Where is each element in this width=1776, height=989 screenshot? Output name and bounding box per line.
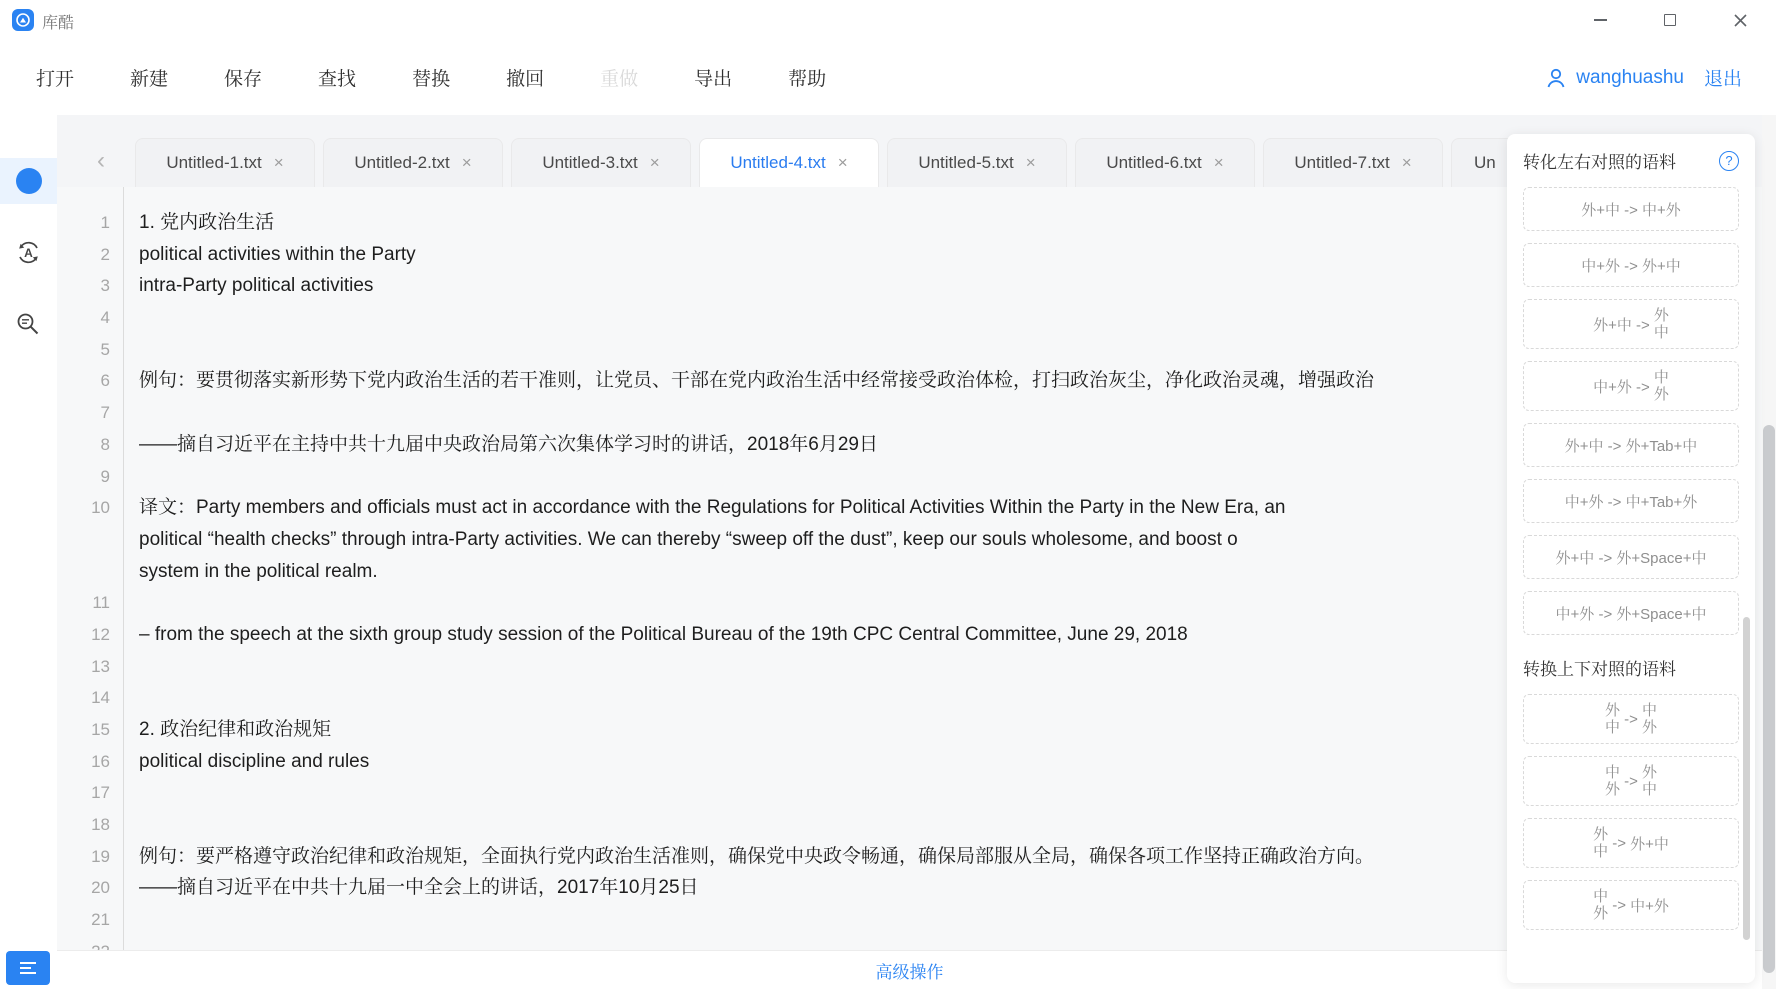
button-label: 外+中 (1630, 835, 1669, 853)
line-number: 12 (91, 624, 110, 644)
tab-label: Untitled-5.txt (918, 153, 1014, 172)
convert-ud-button-2[interactable] (1523, 756, 1739, 806)
tab-4[interactable] (699, 138, 879, 187)
line-number: 20 (91, 878, 110, 898)
convert-lr-button-3[interactable] (1523, 299, 1739, 349)
tab-label: Untitled-4.txt (730, 153, 826, 172)
button-label: 外+中 -> (1593, 316, 1654, 334)
line-number: 15 (91, 720, 110, 739)
arrow-label: -> (1608, 896, 1631, 914)
minimize-icon[interactable] (1590, 10, 1610, 30)
stacked-label (1654, 369, 1669, 403)
menu-item-undo[interactable]: 撤回 (506, 69, 545, 90)
stack-bottom: 中 (1642, 781, 1658, 798)
stack-top: 中 (1653, 369, 1669, 386)
arrow-label: -> (1619, 772, 1643, 790)
convert-lr-button-7[interactable] (1523, 535, 1739, 579)
stack-bottom: 外 (1593, 905, 1609, 922)
menu-item-new[interactable]: 新建 (130, 69, 169, 90)
menu-item-replace[interactable]: 替换 (412, 69, 451, 90)
convert-lr-button-1[interactable] (1523, 187, 1739, 231)
stack-top: 外 (1593, 826, 1609, 843)
button-label: 中+外 -> 外+中 (1581, 257, 1681, 275)
line-text (123, 302, 139, 334)
corpus-convert-panel (1507, 134, 1755, 983)
convert-ud-button-1[interactable] (1523, 694, 1739, 744)
stacked-label (1605, 702, 1620, 736)
line-text (123, 809, 139, 841)
convert-lr-button-4[interactable] (1523, 361, 1739, 411)
stacked-label (1605, 764, 1620, 798)
convert-lr-button-6[interactable] (1523, 479, 1739, 523)
svg-text:A: A (24, 246, 33, 260)
convert-lr-button-5[interactable] (1523, 423, 1739, 467)
stacked-label (1642, 764, 1657, 798)
window-scrollbar[interactable] (1762, 115, 1776, 989)
line-number: 18 (91, 815, 110, 835)
layout-toggle-button[interactable] (6, 951, 50, 985)
line-text (123, 651, 139, 683)
button-label: 外+中 -> 外+Space+中 (1555, 549, 1707, 567)
line-text: 2. 政治纪律和政治规矩 (139, 719, 332, 740)
menu-item-redo: 重做 (600, 69, 639, 90)
button-label: 中+外 -> 中+Tab+外 (1564, 493, 1698, 511)
button-label: 外+中 -> 外+Tab+中 (1564, 437, 1698, 455)
app-title: 库酷 (42, 15, 75, 32)
line-text (123, 904, 139, 936)
convert-ud-button-3[interactable] (1523, 818, 1739, 868)
panel-scrollbar-thumb[interactable] (1743, 617, 1750, 940)
tab-close-icon[interactable]: × (1401, 153, 1412, 172)
line-text (123, 587, 139, 619)
line-number: 21 (91, 910, 110, 930)
line-number: 6 (100, 371, 110, 391)
button-label: 中+外 -> (1593, 378, 1654, 396)
stacked-label (1642, 702, 1657, 736)
line-text (123, 777, 139, 809)
line-number: 4 (100, 308, 110, 328)
line-number (57, 524, 123, 556)
line-number: 8 (100, 434, 110, 454)
tab-close-icon[interactable]: × (1213, 153, 1224, 172)
button-label: 中+外 -> 外+Space+中 (1555, 605, 1707, 623)
stack-bottom: 外 (1653, 386, 1669, 403)
blue-dot-icon[interactable] (16, 168, 42, 194)
tab-close-icon[interactable]: × (837, 153, 848, 172)
stack-bottom: 中 (1604, 719, 1620, 736)
convert-lr-button-8[interactable] (1523, 591, 1739, 635)
tab-scroll-left-icon[interactable]: ‹ (97, 147, 105, 174)
tab-7[interactable] (1263, 138, 1443, 187)
stack-top: 中 (1593, 888, 1609, 905)
line-number: 7 (100, 403, 110, 423)
menu-item-export[interactable]: 导出 (694, 69, 733, 90)
line-text (123, 334, 139, 366)
tab-2[interactable] (323, 138, 503, 187)
convert-lr-button-2[interactable] (1523, 243, 1739, 287)
line-text: 1. 党内政治生活 (139, 212, 275, 233)
stack-top: 外 (1642, 764, 1658, 781)
list-lines-icon (18, 960, 38, 976)
stack-bottom: 外 (1642, 719, 1658, 736)
stacked-label (1593, 826, 1608, 860)
button-label: 外+中 -> 中+外 (1581, 201, 1681, 219)
stack-top: 外 (1604, 702, 1620, 719)
line-text: – from the speech at the sixth group study session of the Political Bureau of the 19th CPC Central Committee, June 29, 2018 (139, 623, 1188, 645)
tab-label: Untitled-3.txt (542, 153, 638, 172)
line-text: 译文：Party members and officials must act in accordance with the Regulations for Political Activities Within the Party in the New Era, an (139, 497, 1286, 519)
button-label: 中+外 (1630, 897, 1669, 915)
tab-5[interactable] (887, 138, 1067, 187)
menu-item-save[interactable]: 保存 (224, 69, 263, 90)
line-text: system in the political realm. (139, 560, 378, 582)
line-number: 11 (92, 593, 110, 613)
arrow-label: -> (1619, 710, 1643, 728)
advanced-operations-link[interactable]: 高级操作 (875, 962, 944, 982)
line-text (123, 397, 139, 429)
logout-link[interactable]: 退出 (1703, 69, 1742, 90)
help-icon[interactable]: ? (1719, 151, 1739, 171)
line-text: 例句：要贯彻落实新形势下党内政治生活的若干准则，让党员、干部在党内政治生活中经常接受政治体检，打扫政治灰尘，净化政治灵魂，增强政治 (139, 370, 1375, 392)
user-name[interactable]: wanghuashu (1576, 66, 1684, 88)
tab-3[interactable] (511, 138, 691, 187)
line-number: 9 (100, 466, 110, 486)
stack-top: 中 (1642, 702, 1658, 719)
line-text: 例句：要严格遵守政治纪律和政治规矩，全面执行党内政治生活准则，确保党中央政令畅通，确保局部服从全局，确保各项工作坚持正确政治方向。 (139, 845, 1375, 867)
tab-close-icon[interactable]: × (649, 153, 660, 172)
line-number: 17 (91, 783, 110, 803)
stacked-label (1654, 307, 1669, 341)
convert-ud-button-4[interactable] (1523, 880, 1739, 930)
stack-bottom: 中 (1653, 324, 1669, 341)
tab-close-icon[interactable]: × (273, 153, 284, 172)
stacked-label (1593, 888, 1608, 922)
line-number: 5 (100, 339, 110, 359)
panel-title-lr: 转化左右对照的语料 (1523, 153, 1676, 172)
maximize-icon[interactable] (1660, 10, 1680, 30)
menu-item-open[interactable]: 打开 (36, 69, 75, 90)
line-number (57, 556, 123, 588)
line-text (123, 461, 139, 493)
line-number: 14 (91, 688, 110, 708)
line-number: 2 (100, 244, 110, 264)
line-text: political activities within the Party (139, 243, 416, 265)
tab-1[interactable] (135, 138, 315, 187)
tab-label: Untitled-2.txt (354, 153, 450, 172)
tab-label: Untitled-7.txt (1294, 153, 1390, 172)
stack-bottom: 外 (1604, 781, 1620, 798)
tab-label: Un (1474, 153, 1496, 172)
tab-label: Untitled-1.txt (166, 153, 262, 172)
tab-close-icon[interactable]: × (1025, 153, 1036, 172)
line-text: ——摘自习近平在中共十九届一中全会上的讲话，2017年10月25日 (139, 877, 699, 899)
close-icon[interactable] (1730, 10, 1750, 30)
menu-item-help[interactable]: 帮助 (788, 69, 827, 90)
window-scrollbar-thumb[interactable] (1763, 425, 1775, 973)
title-bar (0, 0, 1776, 40)
line-number: 10 (91, 498, 110, 518)
user-icon (1545, 67, 1567, 89)
search-icon[interactable] (15, 311, 41, 337)
tab-close-icon[interactable]: × (461, 153, 472, 172)
line-text: intra-Party political activities (139, 275, 374, 297)
left-sidebar (0, 115, 57, 950)
translate-icon[interactable] (15, 239, 42, 266)
line-text: ——摘自习近平在主持中共十九届中央政治局第六次集体学习时的讲话，2018年6月29日 (139, 433, 878, 455)
stack-top: 中 (1604, 764, 1620, 781)
line-text (123, 682, 139, 714)
app-logo-icon (12, 9, 34, 31)
line-number: 1 (100, 213, 110, 232)
menu-item-find[interactable]: 查找 (318, 69, 357, 90)
stack-top: 外 (1653, 307, 1669, 324)
panel-title-ud: 转换上下对照的语料 (1523, 660, 1676, 679)
line-number: 16 (91, 751, 110, 771)
menu-bar (0, 40, 1776, 115)
arrow-label: -> (1608, 834, 1631, 852)
tab-6[interactable] (1075, 138, 1255, 187)
tab-label: Untitled-6.txt (1106, 153, 1202, 172)
line-text: political “health checks” through intra-Party activities. We can thereby “sweep off the dust”, keep our souls wholesome, and boost o (139, 528, 1238, 550)
line-number: 3 (100, 276, 110, 296)
line-number: 19 (91, 846, 110, 866)
stack-bottom: 中 (1593, 843, 1609, 860)
line-text: political discipline and rules (139, 750, 370, 772)
line-number: 13 (91, 656, 110, 676)
